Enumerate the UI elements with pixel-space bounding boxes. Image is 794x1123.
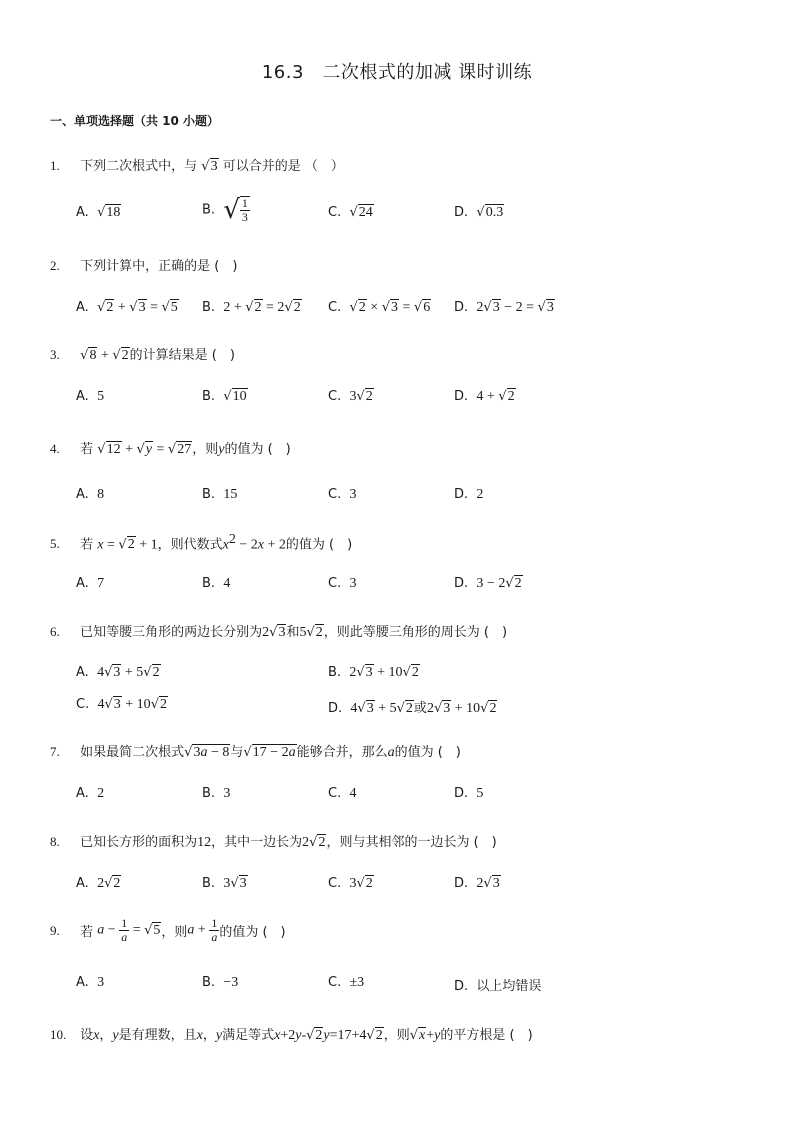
question-number: 7. <box>50 744 60 759</box>
option-a[interactable]: A. √18 <box>76 205 121 220</box>
question-stem: 的平方根是 ( ) <box>440 1028 533 1043</box>
question-number: 1. <box>50 158 60 173</box>
question-stem: 如果最简二次根式 <box>80 745 185 760</box>
area-value: 12 <box>197 835 212 850</box>
option-a[interactable]: A. 5 <box>76 389 105 404</box>
question-stem: 和 <box>286 625 300 640</box>
option-a[interactable]: A. 2 <box>76 786 105 801</box>
option-c[interactable]: C. 3√2 <box>328 876 373 891</box>
option-b[interactable]: B. 2√3 + 10√2 <box>328 665 419 680</box>
question-number: 10. <box>50 1027 67 1042</box>
option-d[interactable]: D. 2√3 <box>454 876 500 891</box>
question-1 <box>50 155 750 175</box>
option-c[interactable]: C. √24 <box>328 205 373 220</box>
question-stem: 若 <box>80 537 94 553</box>
option-c[interactable]: C. ±3 <box>328 975 365 990</box>
question-number: 5. <box>50 536 60 552</box>
option-c[interactable]: C. 3 <box>328 487 357 502</box>
option-b[interactable]: B. 15 <box>202 487 238 502</box>
section-heading: 一、单项选择题（共 10 小题） <box>50 114 220 128</box>
option-d[interactable]: D. √0.3 <box>454 205 504 220</box>
question-9: 9. 若 a − $\frac{1}{a}$ = √5，则a + $\frac{1}{a}$ 的值为 ( ) <box>50 916 286 944</box>
question-stem: 的值为 ( ) <box>224 442 291 457</box>
option-d[interactable]: D. 4√3 + 5√2或2√3 + 10√2 <box>328 701 497 716</box>
question-number: 2. <box>50 258 60 273</box>
question-stem: 的值为 ( ) <box>285 537 353 553</box>
question-stem: 的值为 ( ) <box>394 745 461 760</box>
question-number: 3. <box>50 347 60 362</box>
option-d[interactable]: D. 以上均错误 <box>454 979 542 994</box>
option-a[interactable]: A. 4√3 + 5√2 <box>76 665 160 680</box>
option-b[interactable]: B. √10 <box>202 389 247 404</box>
question-stem: ，则 <box>161 925 188 940</box>
question-number: 8. <box>50 834 60 849</box>
option-b[interactable]: B. √ $\frac{1}{3}$ <box>202 195 248 225</box>
question-stem: ，则代数式 <box>157 537 223 553</box>
radicand: 3 <box>210 159 218 174</box>
question-stem: 下列计算中，正确的是 ( ) <box>80 259 238 274</box>
question-stem: 能够合并，那么 <box>296 745 388 760</box>
option-d[interactable]: D. 5 <box>454 786 484 801</box>
option-a[interactable]: A. 2√2 <box>76 876 121 891</box>
question-stem: 设 <box>80 1028 94 1043</box>
option-a[interactable]: A. 8 <box>76 487 105 502</box>
option-d[interactable]: D. 4 + √2 <box>454 389 515 404</box>
option-b[interactable]: B. −3 <box>202 975 239 990</box>
option-d[interactable]: D. 3 − 2√2 <box>454 576 522 591</box>
question-4: 4. 若 √12 + √y = √27，则y的值为 ( ) <box>50 441 291 457</box>
option-b[interactable]: B. 3 <box>202 786 231 801</box>
option-d[interactable]: D. 2 <box>454 487 484 502</box>
question-stem: ，则 <box>192 442 219 457</box>
question-stem: ， <box>99 1028 113 1043</box>
option-c[interactable]: C. 3 <box>328 576 357 591</box>
question-stem: ， <box>202 1028 216 1043</box>
question-stem: ，则此等腰三角形的周长为 ( ) <box>323 625 508 640</box>
question-stem: 的值为 ( ) <box>219 925 286 940</box>
question-stem: ，则与其相邻的一边长为 ( ) <box>326 835 497 850</box>
question-5: 5. 若 x = √2 + 1，则代数式$x^2 - 2x + 2$的值为 ( ) <box>50 532 353 553</box>
question-stem: 下列二次根式中，与 <box>80 159 198 174</box>
question-7: 7. 如果最简二次根式√3a − 8与√17 − 2a能够合并，那么a的值为 ( ) <box>50 744 461 760</box>
option-b[interactable]: B. 2 + √2 = 2√2 <box>202 300 301 315</box>
option-c[interactable]: C. √2 × √3 = √6 <box>328 300 431 315</box>
option-a[interactable]: A. 3 <box>76 975 105 990</box>
question-number: 9. <box>50 922 60 938</box>
option-d[interactable]: D. 2√3 − 2 = √3 <box>454 300 554 315</box>
question-stem: 若 <box>80 442 94 457</box>
question-stem: ，其中一边长为 <box>211 835 303 850</box>
page-title: 16.3 二次根式的加减 课时训练 <box>261 62 533 83</box>
question-stem: 满足等式 <box>222 1028 275 1043</box>
question-number: 6. <box>50 624 60 639</box>
option-b[interactable]: B. 4 <box>202 576 231 591</box>
option-c[interactable]: C. 3√2 <box>328 389 373 404</box>
option-c[interactable]: C. 4√3 + 10√2 <box>76 697 167 712</box>
question-stem: 可以合并的是 （ ） <box>222 159 344 174</box>
option-c[interactable]: C. 4 <box>328 786 357 801</box>
question-stem: 的计算结果是 ( ) <box>129 348 235 363</box>
question-stem: 若 <box>80 925 94 940</box>
question-8: 8. 已知长方形的面积为12，其中一边长为2√2，则与其相邻的一边长为 ( ) <box>50 834 497 850</box>
question-6: 6. 已知等腰三角形的两边长分别为2√3和5√2，则此等腰三角形的周长为 ( ) <box>50 624 508 640</box>
question-stem: ，则 <box>383 1028 410 1043</box>
question-3: 3. √8 + √2的计算结果是 ( ) <box>50 347 235 363</box>
question-stem: 已知等腰三角形的两边长分别为 <box>80 625 263 640</box>
question-2 <box>50 255 750 274</box>
question-10: 10. 设x，y是有理数，且x，y满足等式x+2y-√2y=17+4√2，则√x+y的平方根是 ( ) <box>50 1027 533 1043</box>
question-stem: 与 <box>230 745 244 760</box>
question-stem: 是有理数，且 <box>118 1028 197 1043</box>
option-b[interactable]: B. 3√3 <box>202 876 247 891</box>
option-a[interactable]: A. √2 + √3 = √5 <box>76 300 178 315</box>
question-stem: 已知长方形的面积为 <box>80 835 198 850</box>
question-number: 4. <box>50 441 60 456</box>
sqrt-symbol: √ <box>201 159 210 174</box>
option-a[interactable]: A. 7 <box>76 576 105 591</box>
